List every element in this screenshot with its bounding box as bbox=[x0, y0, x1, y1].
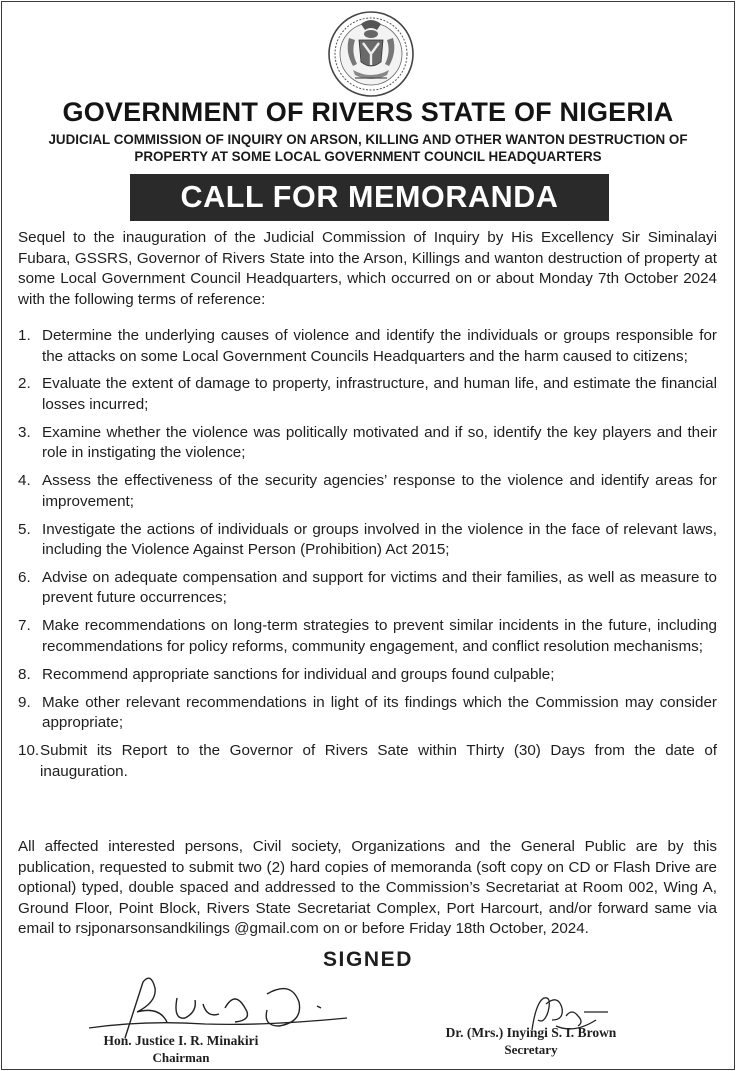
list-item bbox=[18, 616, 717, 657]
subtitle-line-2: PROPERTY AT SOME LOCAL GOVERNMENT COUNCIL HEADQUARTERS bbox=[134, 149, 602, 164]
list-item-number: 2. bbox=[18, 375, 31, 393]
coat-of-arms-seal-icon bbox=[327, 10, 415, 98]
list-item-number: 5. bbox=[18, 520, 31, 538]
list-item-text: Investigate the actions of individuals or groups involved in the violence in the face of relevant laws, including the Violence Against Person (Prohibition) Act 2015; bbox=[42, 520, 717, 559]
list-item-number: 1. bbox=[18, 327, 31, 344]
secretary-title: Secretary bbox=[504, 1042, 558, 1057]
list-item-text: Evaluate the extent of damage to property, infrastructure, and human life, and estimate the financial losses incurred; bbox=[42, 375, 717, 413]
list-item-number: 7. bbox=[18, 617, 31, 635]
chairman-title: Chairman bbox=[152, 1050, 210, 1065]
list-item-number: 10. bbox=[18, 742, 40, 760]
list-item-number: 6. bbox=[18, 568, 31, 586]
list-item-number: 9. bbox=[18, 693, 31, 711]
list-item-text: Recommend appropriate sanctions for individual and groups found culpable; bbox=[42, 665, 555, 683]
list-item-text: Make recommendations on long-term strategies to prevent similar incidents in the future, including recommendations for policy reforms, community engagement, and conflict resolution mechanisms; bbox=[42, 617, 717, 655]
list-item bbox=[18, 326, 717, 367]
page-subtitle bbox=[10, 131, 726, 165]
list-item bbox=[18, 520, 717, 561]
call-for-memoranda-banner: CALL FOR MEMORANDA bbox=[130, 174, 609, 221]
list-item bbox=[18, 471, 717, 512]
list-item-text: Make other relevant recommendations in light of its findings which the Commission may consider appropriate; bbox=[42, 693, 717, 732]
list-item bbox=[18, 423, 717, 464]
list-item bbox=[18, 665, 717, 686]
chairman-name: Hon. Justice I. R. Minakiri bbox=[103, 1033, 259, 1048]
chairman-signatory bbox=[76, 1032, 286, 1066]
terms-of-reference-list bbox=[18, 326, 717, 789]
signed-label: SIGNED bbox=[322, 948, 414, 971]
secretary-name: Dr. (Mrs.) Inyingi S. I. Brown bbox=[445, 1025, 617, 1040]
page-title: GOVERNMENT OF RIVERS STATE OF NIGERIA bbox=[62, 97, 674, 127]
list-item bbox=[18, 693, 717, 734]
list-item-number: 8. bbox=[18, 665, 31, 683]
secretary-signatory bbox=[418, 1024, 644, 1058]
list-item-number: 4. bbox=[18, 472, 31, 490]
list-item-text: Determine the underlying causes of violence and identify the individuals or groups responsible for the attacks on some Local Government Councils Headquarters and the harm caused to citizens; bbox=[42, 327, 717, 365]
intro-paragraph: Sequel to the inauguration of the Judicial Commission of Inquiry by His Excellency Sir Siminalayi Fubara, GSSRS, Governor of Rivers State into the Arson, Killings and wanton destruction of property at some Local Government Council Headquarters, which occurred on or about Monday 7th October 2024 with the following terms of reference: bbox=[18, 229, 717, 308]
list-item-text: Examine whether the violence was politically motivated and if so, identify the key players and their role in instigating the violence; bbox=[42, 423, 717, 462]
subtitle-line-1: JUDICIAL COMMISSION OF INQUIRY ON ARSON, KILLING AND OTHER WANTON DESTRUCTION OF bbox=[48, 132, 688, 147]
list-item-text: Submit its Report to the Governor of Rivers Sate within Thirty (30) Days from the date of inauguration. bbox=[40, 742, 717, 780]
list-item bbox=[18, 374, 717, 415]
list-item-text: Assess the effectiveness of the security agencies’ response to the violence and identify areas for improvement; bbox=[42, 472, 717, 510]
list-item bbox=[18, 741, 717, 782]
list-item-number: 3. bbox=[18, 423, 31, 441]
list-item-text: Advise on adequate compensation and support for victims and their families, as well as measure to prevent future occurrences; bbox=[42, 568, 717, 607]
closing-paragraph: All affected interested persons, Civil society, Organizations and the General Public are by this publication, requested to submit two (2) hard copies of memoranda (soft copy on CD or Flash Drive are optional) typed, double spaced and addressed to the Commission’s Secretariat at Room 002, Wing A, Ground Floor, Point Block, Rivers State Secretariat Complex, Port Harcourt, and/or forward same via email to rsjponarsonsandkilings @gmail.com on or before Friday 18th October, 2024. bbox=[18, 838, 717, 937]
list-item bbox=[18, 568, 717, 609]
